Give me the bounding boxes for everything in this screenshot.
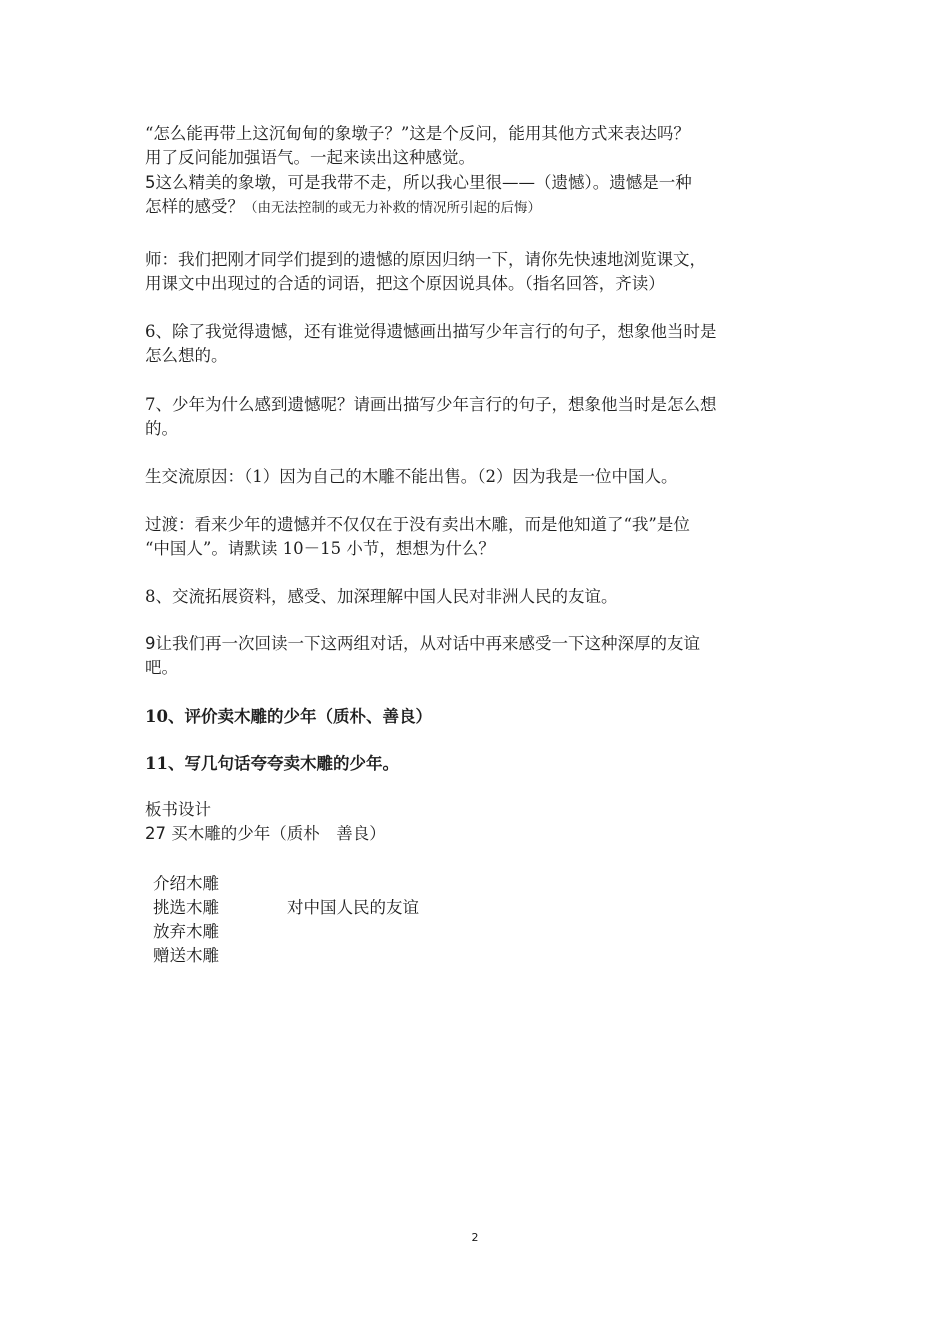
paragraph-rhetorical-question [145,122,810,170]
text-line [145,171,810,195]
text-line: 的。 [145,419,178,438]
paragraph-item-6 [145,320,810,368]
text-segment: 怎样的感受？ [145,197,244,216]
lesson-title: 买木雕的少年（质朴 善良） [171,824,386,843]
board-step: 放弃木雕 [153,922,219,941]
board-step: 介绍木雕 [153,874,219,893]
text-line: “中国人”。请默读 10－15 小节，想想为什么？ [145,539,495,558]
paragraph-transition [145,513,810,561]
page-number: 2 [471,1231,479,1244]
item-number: 9 [145,634,156,653]
board-design-heading-block [145,798,810,846]
text-line: 吧。 [145,658,178,677]
text-line: 用了反问能加强语气。一起来读出这种感觉。 [145,148,475,167]
text-segment: 让我们再一次回读一下这两组对话，从对话中再来感受一下这种深厚的友谊 [155,634,700,653]
paragraph-item-8 [145,585,810,609]
paragraph-item-10 [145,705,810,729]
text-line: 师：我们把刚才同学们提到的遗憾的原因归纳一下，请你先快速地浏览课文， [145,250,706,269]
text-line: 过渡：看来少年的遗憾并不仅仅在于没有卖出木雕，而是他知道了“我”是位 [145,515,690,534]
text-line: 用课文中出现过的合适的词语，把这个原因说具体。（指名回答，齐读） [145,274,665,293]
paragraph-item-9 [145,632,810,680]
text-line [145,195,810,220]
board-design-heading: 板书设计 [145,800,211,819]
board-design-steps [153,872,219,968]
paragraph-item-11 [145,752,810,776]
board-step: 挑选木雕 [153,898,219,917]
text-line: 7、少年为什么感到遗憾呢？请画出描写少年言行的句子，想象他当时是怎么想 [145,395,717,414]
text-line [145,632,810,656]
text-line: 11、写几句话夸夸卖木雕的少年。 [145,754,399,773]
item-number: 5 [145,173,156,192]
paragraph-teacher [145,248,810,296]
paragraph-item-5 [145,171,810,220]
board-design-theme: 对中国人民的友谊 [287,898,419,917]
text-line: “怎么能再带上这沉甸甸的象墩子？”这是个反问，能用其他方式来表达吗？ [145,124,690,143]
text-segment: 这么精美的象墩，可是我带不走，所以我心里很——（遗憾）。遗憾是一种 [155,173,692,192]
paragraph-item-7 [145,393,810,441]
paragraph-student-reasons [145,465,810,489]
lesson-number: 27 [145,824,166,843]
text-line: 6、除了我觉得遗憾，还有谁觉得遗憾画出描写少年言行的句子，想象他当时是 [145,322,717,341]
text-line: 生交流原因：（1）因为自己的木雕不能出售。（2）因为我是一位中国人。 [145,467,678,486]
definition-note: （由无法控制的或无力补救的情况所引起的后悔） [244,200,541,216]
board-step: 赠送木雕 [153,946,219,965]
text-line: 怎么想的。 [145,346,228,365]
board-design-title [145,822,810,846]
text-line: 10、评价卖木雕的少年（质朴、善良） [145,707,432,726]
text-line: 8、交流拓展资料，感受、加深理解中国人民对非洲人民的友谊。 [145,587,618,606]
